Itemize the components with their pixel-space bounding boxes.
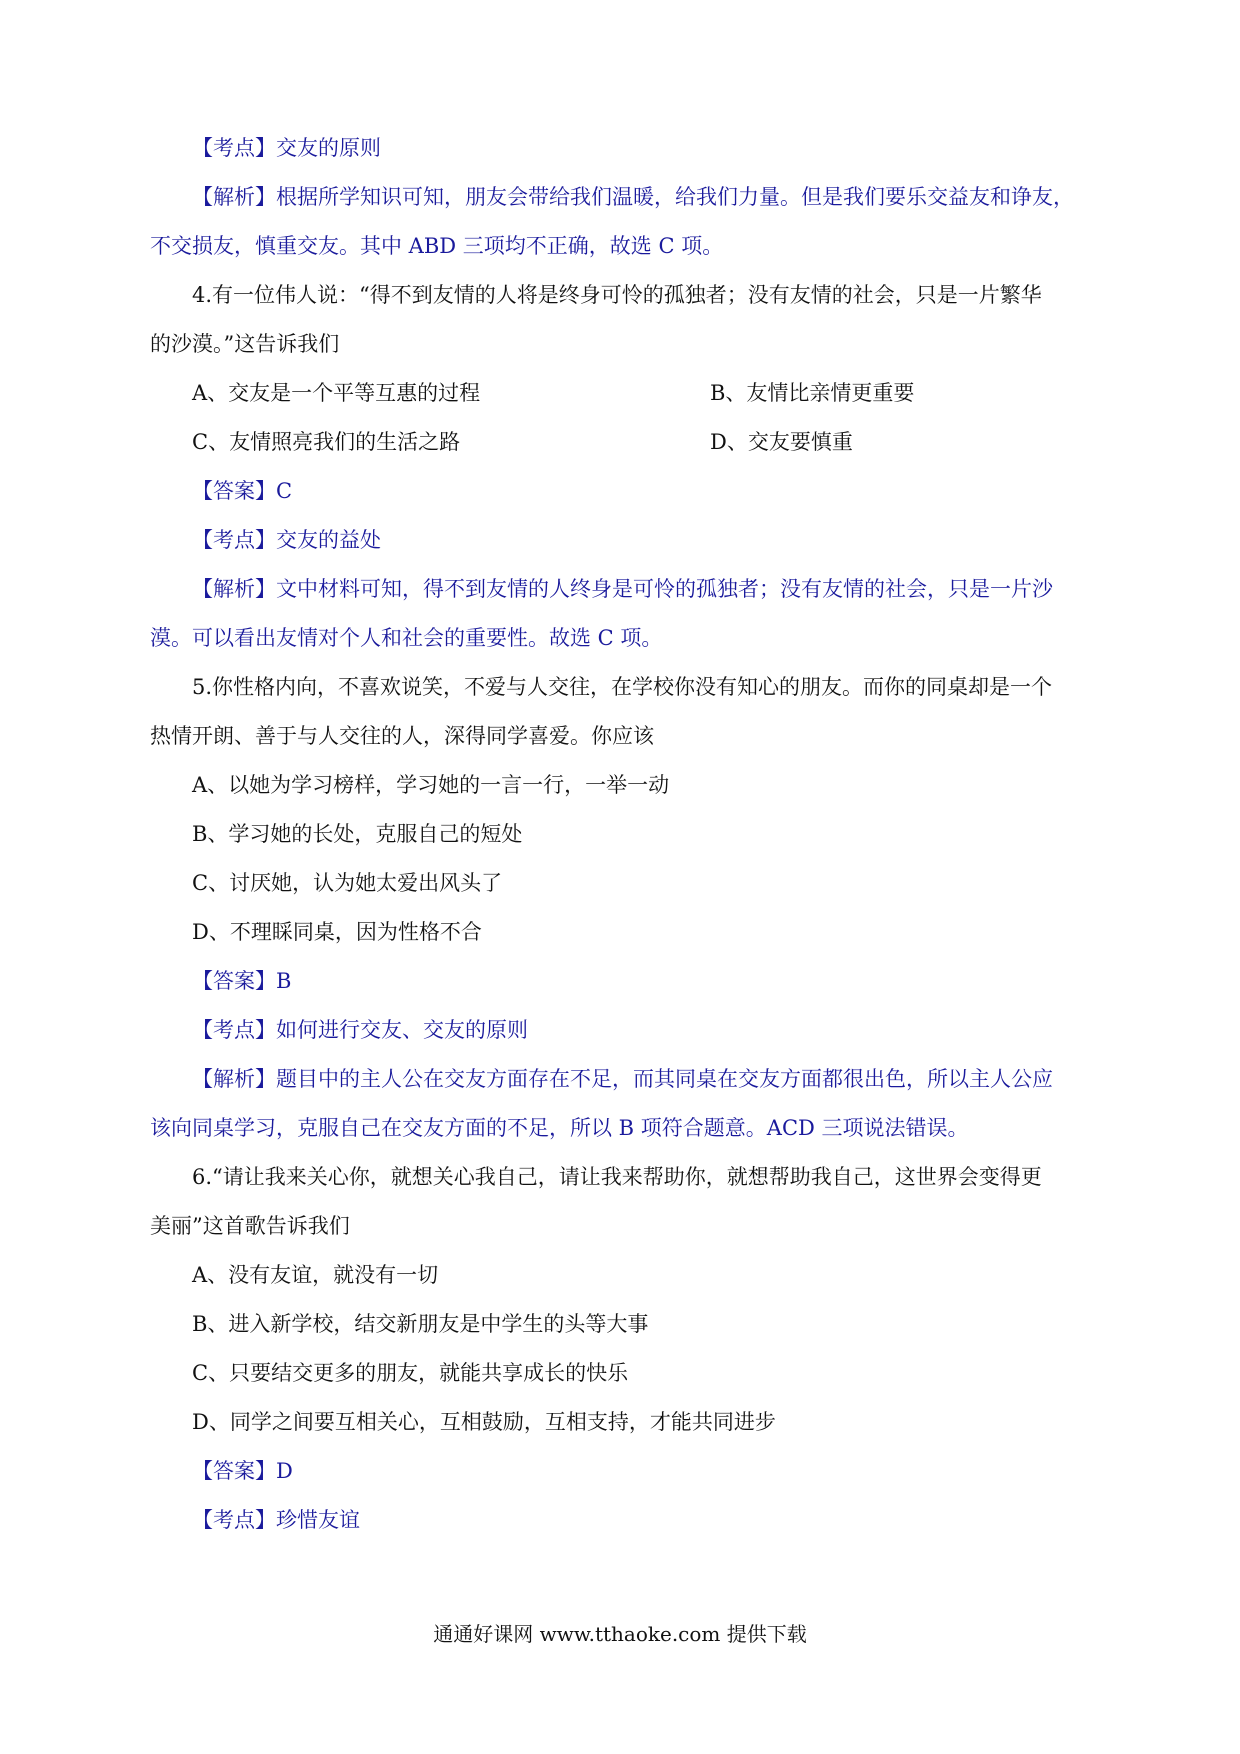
q5-kaodian — [150, 1006, 1100, 1055]
kaodian-tag: 【考点】 — [192, 136, 276, 160]
q5-option-c: C、讨厌她，认为她太爱出风头了 — [192, 871, 503, 895]
q6-stem-line-2: 美丽”这首歌告诉我们 — [150, 1214, 350, 1238]
q5-answer-value: B — [276, 969, 292, 993]
q6-answer-value: D — [276, 1459, 293, 1483]
q5-option-d: D、不理睬同桌，因为性格不合 — [192, 920, 482, 944]
q4-option-d: D、交友要慎重 — [710, 430, 853, 454]
q3-kaodian-text: 交友的原则 — [276, 136, 381, 160]
kaodian-tag: 【考点】 — [192, 1018, 276, 1042]
q6-option-a: A、没有友谊，就没有一切 — [192, 1263, 439, 1287]
daan-tag: 【答案】 — [192, 479, 276, 503]
kaodian-tag: 【考点】 — [192, 528, 276, 552]
daan-tag: 【答案】 — [192, 969, 276, 993]
q6-kaodian — [150, 1496, 1100, 1545]
q6-option-c: C、只要结交更多的朋友，就能共享成长的快乐 — [192, 1361, 629, 1385]
q5-stem-line-1: 5.你性格内向，不喜欢说笑，不爱与人交往，在学校你没有知心的朋友。而你的同桌却是一个 — [192, 675, 1053, 699]
q3-jiexi-text-1: 根据所学知识可知，朋友会带给我们温暖，给我们力量。但是我们要乐交益友和诤友， — [276, 185, 1074, 209]
q4-options-row-2 — [150, 418, 1100, 467]
q5-jiexi-line-2: 该向同桌学习，克服自己在交友方面的不足，所以 B 项符合题意。ACD 三项说法错误。 — [150, 1116, 969, 1140]
page-footer: 通通好课网 www.tthaoke.com 提供下载 — [433, 1622, 807, 1646]
q4-jiexi-line-2: 漠。可以看出友情对个人和社会的重要性。故选 C 项。 — [150, 626, 663, 650]
jiexi-tag: 【解析】 — [192, 577, 276, 601]
q4-option-c: C、友情照亮我们的生活之路 — [192, 430, 461, 454]
q4-answer-value: C — [276, 479, 293, 503]
q4-stem-line-1: 4.有一位伟人说：“得不到友情的人将是终身可怜的孤独者；没有友情的社会，只是一片繁华 — [192, 283, 1042, 307]
q5-stem-line-2: 热情开朗、善于与人交往的人，深得同学喜爱。你应该 — [150, 724, 654, 748]
q5-option-a: A、以她为学习榜样，学习她的一言一行，一举一动 — [192, 773, 670, 797]
jiexi-tag: 【解析】 — [192, 1067, 276, 1091]
q5-jiexi-line-1 — [150, 1055, 1100, 1104]
q4-jiexi-line-1 — [150, 565, 1100, 614]
q5-option-b: B、学习她的长处，克服自己的短处 — [192, 822, 523, 846]
q4-answer — [150, 467, 1100, 516]
jiexi-tag: 【解析】 — [192, 185, 276, 209]
q6-stem-line-1: 6.“请让我来关心你，就想关心我自己，请让我来帮助你，就想帮助我自己，这世界会变得更 — [192, 1165, 1042, 1189]
q4-jiexi-text-1: 文中材料可知，得不到友情的人终身是可怜的孤独者；没有友情的社会，只是一片沙 — [276, 577, 1053, 601]
q4-option-a: A、交友是一个平等互惠的过程 — [192, 381, 481, 405]
q5-kaodian-text: 如何进行交友、交友的原则 — [276, 1018, 528, 1042]
q4-kaodian — [150, 516, 1100, 565]
q6-option-d: D、同学之间要互相关心，互相鼓励，互相支持，才能共同进步 — [192, 1410, 776, 1434]
q6-option-b: B、进入新学校，结交新朋友是中学生的头等大事 — [192, 1312, 649, 1336]
q6-answer — [150, 1447, 1100, 1496]
daan-tag: 【答案】 — [192, 1459, 276, 1483]
q5-jiexi-text-1: 题目中的主人公在交友方面存在不足，而其同桌在交友方面都很出色，所以主人公应 — [276, 1067, 1053, 1091]
page-content — [150, 124, 1100, 1545]
q4-options-row-1 — [150, 369, 1100, 418]
q3-jiexi-line-2: 不交损友，慎重交友。其中 ABD 三项均不正确，故选 C 项。 — [150, 234, 724, 258]
q4-option-b: B、友情比亲情更重要 — [710, 381, 915, 405]
kaodian-tag: 【考点】 — [192, 1508, 276, 1532]
q3-kaodian — [150, 124, 1100, 173]
q3-jiexi-line-1 — [150, 173, 1100, 222]
q4-stem-line-2: 的沙漠。”这告诉我们 — [150, 332, 340, 356]
q6-kaodian-text: 珍惜友谊 — [276, 1508, 360, 1532]
q4-kaodian-text: 交友的益处 — [276, 528, 381, 552]
q5-answer — [150, 957, 1100, 1006]
